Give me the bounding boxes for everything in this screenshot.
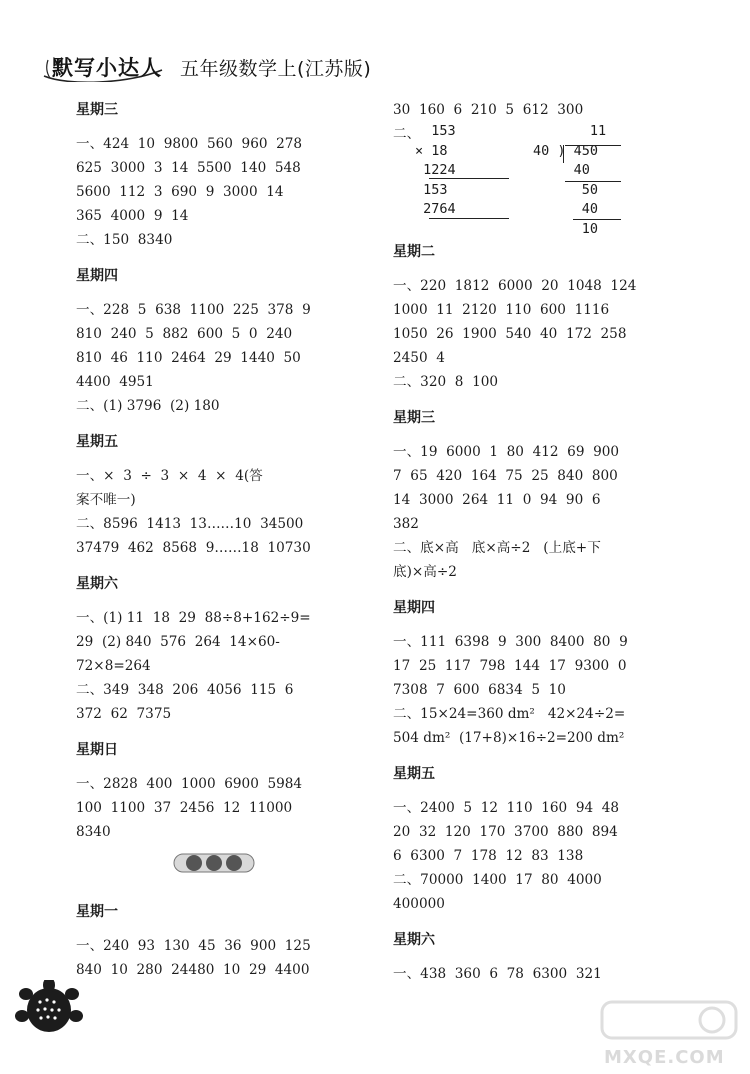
watermark-text: MXQE.COM — [604, 1047, 725, 1068]
answer-line: 72×8=264 — [76, 658, 151, 674]
answer-line: 一、220 1812 6000 20 1048 124 — [393, 278, 637, 294]
answer-line: 504 dm² (17+8)×16÷2=200 dm² — [393, 730, 625, 746]
answer-line: 625 3000 3 14 5500 140 548 — [76, 160, 301, 176]
heading-gap — [76, 122, 386, 132]
section-gap — [393, 584, 703, 596]
right-sections — [393, 240, 703, 986]
division-bar — [565, 145, 621, 146]
section-gap — [76, 726, 386, 738]
day-heading: 星期四 — [393, 600, 435, 616]
answer-line: 372 62 7375 — [76, 706, 172, 722]
section-gap — [76, 418, 386, 430]
answer-line: 二、150 8340 — [76, 232, 173, 248]
day-heading: 星期日 — [76, 742, 118, 758]
answer-line: 二、70000 1400 17 80 4000 — [393, 872, 602, 888]
heading-gap — [393, 952, 703, 962]
answer-line: 8340 — [76, 824, 111, 840]
day-heading: 星期六 — [393, 932, 435, 948]
answer-line: 365 4000 9 14 — [76, 208, 189, 224]
answer-line: 一、228 5 638 1100 225 378 9 — [76, 302, 311, 318]
answer-line: 17 25 117 798 144 17 9300 0 — [393, 658, 627, 674]
answer-line: 29 (2) 840 576 264 14×60- — [76, 634, 280, 650]
day-heading: 星期三 — [76, 102, 118, 118]
flower-decoration-icon — [14, 980, 84, 1038]
answer-line: 1000 11 2120 110 600 1116 — [393, 302, 610, 318]
answer-line: 二、349 348 206 4056 115 6 — [76, 682, 294, 698]
answer-line: 案不唯一) — [76, 492, 136, 508]
answer-line: 底)×高÷2 — [393, 564, 457, 580]
heading-gap — [76, 596, 386, 606]
answer-line: 30 160 6 210 5 612 300 — [393, 102, 584, 118]
day-heading: 星期三 — [393, 410, 435, 426]
watermark-logo-icon — [600, 998, 738, 1042]
answer-line: 20 32 120 170 3700 880 894 — [393, 824, 618, 840]
answer-line: 4400 4951 — [76, 374, 154, 390]
heading-gap — [393, 264, 703, 274]
answer-line: 二、底×高 底×高÷2 (上底+下 — [393, 540, 601, 556]
answer-line: 2450 4 — [393, 350, 445, 366]
answer-line: 二、(1) 3796 (2) 180 — [76, 398, 220, 414]
answer-line: 二、320 8 100 — [393, 374, 499, 390]
answer-line: 二、15×24=360 dm² 42×24÷2= — [393, 706, 626, 722]
section-gap — [393, 394, 703, 406]
page-header — [38, 50, 371, 84]
brand-logo — [38, 50, 166, 84]
day-heading: 星期四 — [76, 268, 118, 284]
rule-line — [429, 218, 509, 219]
section-badge-icon — [172, 848, 256, 876]
answer-line: 14 3000 264 11 0 94 90 6 — [393, 492, 601, 508]
answer-line: 一、× 3 ÷ 3 × 4 × 4(答 — [76, 468, 263, 484]
section-gap — [76, 560, 386, 572]
section-gap — [393, 750, 703, 762]
day-heading: 星期一 — [76, 904, 118, 920]
answer-line: 1050 26 1900 540 40 172 258 — [393, 326, 627, 342]
answer-line: 二、8596 1413 13……10 34500 — [76, 516, 304, 532]
day-heading: 星期六 — [76, 576, 118, 592]
answer-line: 一、2828 400 1000 6900 5984 — [76, 776, 303, 792]
right-column — [393, 98, 703, 986]
answer-line: 400000 — [393, 896, 445, 912]
answer-line: 810 46 110 2464 29 1440 50 — [76, 350, 301, 366]
heading-gap — [393, 430, 703, 440]
answer-line: 一、240 93 130 45 36 900 125 — [76, 938, 311, 954]
answer-line: 7308 7 600 6834 5 10 — [393, 682, 566, 698]
answer-line: 一、2400 5 12 110 160 94 48 — [393, 800, 620, 816]
answer-line: 382 — [393, 516, 419, 532]
answer-line: 840 10 280 24480 10 29 4400 — [76, 962, 310, 978]
answer-line: 一、111 6398 9 300 8400 80 9 — [393, 634, 628, 650]
multiplication-vertical: 153 × 18 1224 153 2764 — [415, 123, 456, 217]
heading-gap — [393, 620, 703, 630]
answer-line: 5600 112 3 690 9 3000 14 — [76, 184, 284, 200]
answer-line: 一、424 10 9800 560 960 278 — [76, 136, 303, 152]
brand-name: 默写小达人 — [52, 56, 162, 80]
section-gap — [76, 888, 386, 900]
answer-line: 7 65 420 164 75 25 840 800 — [393, 468, 618, 484]
rule-line — [429, 178, 509, 179]
heading-gap — [393, 786, 703, 796]
vertical-calculations — [393, 122, 703, 240]
section-gap — [76, 252, 386, 264]
answer-line: 37479 462 8568 9……18 10730 — [76, 540, 311, 556]
book-title: 五年级数学上(江苏版) — [180, 57, 372, 80]
rule-line — [573, 219, 621, 220]
day-heading: 星期二 — [393, 244, 435, 260]
left-column — [76, 98, 386, 982]
heading-gap — [76, 288, 386, 298]
heading-gap — [76, 454, 386, 464]
watermark — [600, 998, 738, 1068]
heading-gap — [76, 924, 386, 934]
division-bracket — [563, 145, 564, 163]
day-heading: 星期五 — [393, 766, 435, 782]
heading-gap — [76, 762, 386, 772]
day-heading: 星期五 — [76, 434, 118, 450]
answer-line: 100 1100 37 2456 12 11000 — [76, 800, 293, 816]
answer-line: 6 6300 7 178 12 83 138 — [393, 848, 584, 864]
answer-line: 810 240 5 882 600 5 0 240 — [76, 326, 293, 342]
answer-line: 一、438 360 6 78 6300 321 — [393, 966, 602, 982]
question-label: 二、 — [393, 126, 421, 142]
answer-line: 一、(1) 11 18 29 88÷8+162÷9= — [76, 610, 311, 626]
answer-line: 一、19 6000 1 80 412 69 900 — [393, 444, 620, 460]
long-division: 11 40 ) 450 40 50 40 10 — [533, 123, 607, 237]
section-divider — [76, 844, 386, 888]
section-gap — [393, 916, 703, 928]
rule-line — [565, 181, 621, 182]
